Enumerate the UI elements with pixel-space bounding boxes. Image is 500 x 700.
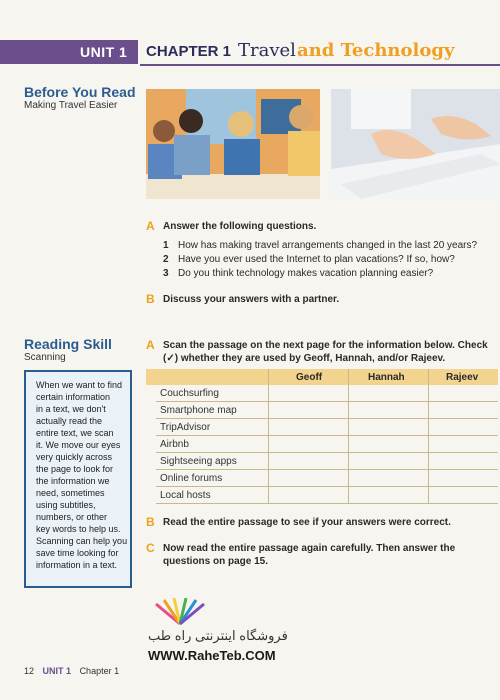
- table-row: [156, 385, 498, 402]
- info-box-line: need, sometimes: [36, 488, 105, 498]
- check-cell[interactable]: [348, 487, 349, 503]
- info-box-line: the page to look for: [36, 464, 114, 474]
- question-text: Have you ever used the Internet to plan vacations? If so, how?: [178, 254, 455, 265]
- check-cell[interactable]: [348, 436, 349, 452]
- row-label-airbnb: Airbnb: [160, 439, 189, 450]
- table-row: [156, 402, 498, 419]
- check-cell[interactable]: [428, 436, 429, 452]
- reading-skill-subtitle: Scanning: [24, 352, 66, 363]
- row-label-local-hosts: Local hosts: [160, 490, 211, 501]
- check-cell[interactable]: [268, 453, 269, 469]
- scanning-info-box: [24, 370, 132, 588]
- check-cell[interactable]: [348, 385, 349, 401]
- check-cell[interactable]: [348, 470, 349, 486]
- check-cell[interactable]: [268, 436, 269, 452]
- table-row: [156, 453, 498, 470]
- chapter-title-part1: Travel: [238, 40, 296, 61]
- chapter-title-part2: and Technology: [297, 40, 455, 61]
- check-cell[interactable]: [428, 402, 429, 418]
- check-cell[interactable]: [348, 453, 349, 469]
- question-number: 2: [163, 254, 169, 265]
- info-box-line: actually read the: [36, 416, 103, 426]
- footer-unit: UNIT 1: [42, 666, 72, 676]
- question-text: How has making travel arrangements changed in the last 20 years?: [178, 240, 478, 251]
- info-box-line: the information we: [36, 476, 110, 486]
- table-row: [156, 419, 498, 436]
- page-number: 12: [24, 666, 35, 676]
- question-text: Do you think technology makes vacation planning easier?: [178, 268, 434, 279]
- check-cell[interactable]: [268, 402, 269, 418]
- skill-b-instruction: Read the entire passage to see if your answers were correct.: [163, 517, 451, 528]
- activity-b-letter: B: [146, 292, 155, 306]
- reading-skill-title: Reading Skill: [24, 336, 112, 352]
- laptop-typing-photo: [331, 89, 500, 199]
- check-cell[interactable]: [268, 385, 269, 401]
- skill-a-letter: A: [146, 338, 155, 352]
- page-footer: [24, 666, 119, 676]
- before-you-read-title: Before You Read: [24, 84, 136, 100]
- column-header-geoff: Geoff: [296, 372, 323, 383]
- check-cell[interactable]: [268, 419, 269, 435]
- table-header-row: [146, 369, 498, 385]
- activity-a-instruction: Answer the following questions.: [163, 221, 317, 232]
- check-cell[interactable]: [428, 419, 429, 435]
- info-box-line: Scanning can help you: [36, 536, 128, 546]
- watermark-arabic: فروشگاه اینترنتی راه طب: [148, 628, 288, 643]
- before-you-read-subtitle: Making Travel Easier: [24, 100, 118, 111]
- skill-a-instruction-line1: Scan the passage on the next page for the information below. Check: [163, 340, 488, 351]
- check-cell[interactable]: [268, 487, 269, 503]
- skill-c-instruction-line1: Now read the entire passage again carefully. Then answer the: [163, 543, 456, 554]
- info-box-line: entire text, we scan: [36, 428, 114, 438]
- column-header-rajeev: Rajeev: [446, 372, 479, 383]
- question-number: 3: [163, 268, 169, 279]
- question-number: 1: [163, 240, 169, 251]
- check-cell[interactable]: [428, 487, 429, 503]
- row-label-tripadvisor: TripAdvisor: [160, 422, 211, 433]
- column-header-hannah: Hannah: [368, 372, 405, 383]
- row-label-couchsurfing: Couchsurfing: [160, 388, 219, 399]
- row-label-smartphone-map: Smartphone map: [160, 405, 237, 416]
- info-box-line: very quickly across: [36, 452, 113, 462]
- travel-agency-photo: [146, 89, 320, 199]
- check-cell[interactable]: [428, 470, 429, 486]
- table-row: [156, 487, 498, 504]
- header-rule: [140, 64, 500, 66]
- table-row: [156, 470, 498, 487]
- check-cell[interactable]: [428, 385, 429, 401]
- activity-b-instruction: Discuss your answers with a partner.: [163, 294, 340, 305]
- info-box-line: key words to help us.: [36, 524, 121, 534]
- check-cell[interactable]: [348, 419, 349, 435]
- unit-label: UNIT 1: [80, 44, 128, 60]
- activity-a-letter: A: [146, 219, 155, 233]
- info-box-line: certain information: [36, 392, 111, 402]
- skill-a-instruction-line2: (✓) whether they are used by Geoff, Hannah, and/or Rajeev.: [163, 353, 446, 364]
- row-label-sightseeing-apps: Sightseeing apps: [160, 456, 237, 467]
- skill-c-instruction-line2: questions on page 15.: [163, 556, 269, 567]
- info-box-line: using subtitles,: [36, 500, 96, 510]
- info-box-line: it. We move our eyes: [36, 440, 121, 450]
- watermark-logo: [152, 598, 208, 631]
- skill-c-letter: C: [146, 541, 155, 555]
- table-row: [156, 436, 498, 453]
- info-box-line: in a text, we don't: [36, 404, 106, 414]
- check-cell[interactable]: [268, 470, 269, 486]
- info-box-line: information in a text.: [36, 560, 118, 570]
- info-box-line: save time looking for: [36, 548, 119, 558]
- row-label-online-forums: Online forums: [160, 473, 223, 484]
- chapter-label: CHAPTER 1: [146, 43, 232, 60]
- info-box-line: numbers, or other: [36, 512, 108, 522]
- footer-chapter: Chapter 1: [79, 666, 120, 676]
- info-box-line: When we want to find: [36, 380, 123, 390]
- watermark-url[interactable]: WWW.RaheTeb.COM: [148, 648, 276, 663]
- check-cell[interactable]: [348, 402, 349, 418]
- check-cell[interactable]: [428, 453, 429, 469]
- skill-b-letter: B: [146, 515, 155, 529]
